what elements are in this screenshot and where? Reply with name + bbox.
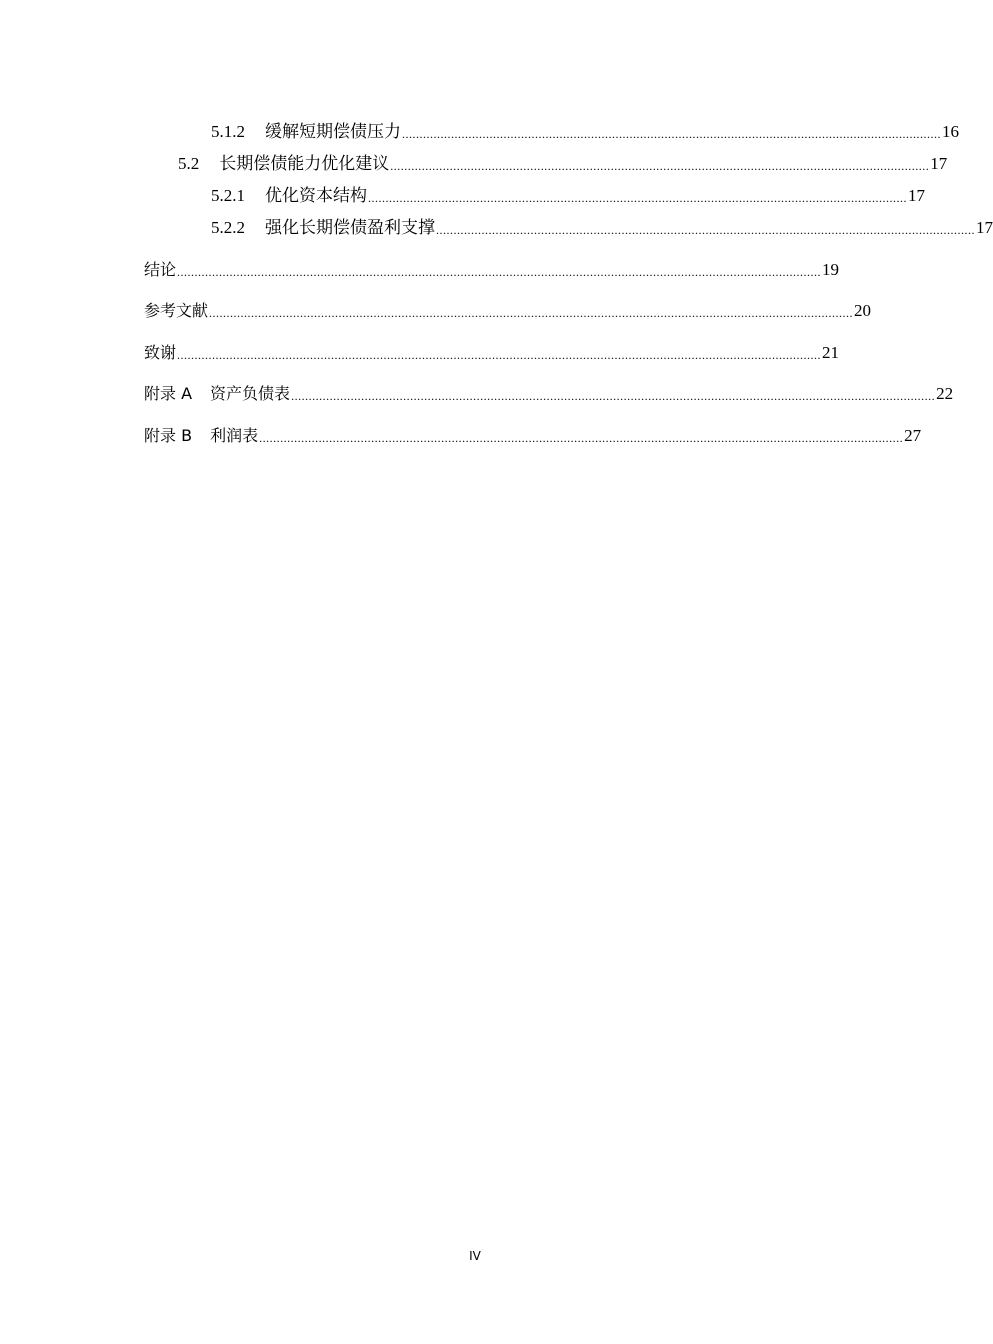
dot-leader: .......................................................................................................................................................... (436, 223, 975, 237)
toc-entry-acknowledgements[interactable] (144, 341, 840, 365)
toc-entry-title: 优化资本结构 (265, 186, 367, 205)
toc-entry-title: 参考文献 (144, 301, 209, 320)
toc-entry-page: 19 (822, 260, 840, 279)
toc-entry-title: 利润表 (210, 426, 259, 445)
toc-entry-title: 资产负债表 (210, 384, 291, 403)
toc-entry-page: 22 (936, 384, 954, 403)
toc-entry-5-2[interactable] (178, 152, 948, 176)
page-number-footer: IV (469, 1249, 481, 1263)
toc-entry-title: 强化长期偿债盈利支撑 (265, 218, 435, 237)
toc-entry-page: 17 (976, 218, 993, 237)
toc-entry-page: 27 (904, 426, 922, 445)
toc-entry-page: 17 (908, 186, 925, 205)
dot-leader: .......................................................................................................................................................... (390, 159, 930, 173)
toc-entry-title: 缓解短期偿债压力 (265, 122, 401, 141)
dot-leader: ........................................................................................................................................................................................ (259, 431, 904, 445)
dot-leader: .......................................................................................................................................................... (402, 127, 941, 141)
toc-entry-number: 5.2 (178, 154, 200, 173)
toc-entry-appendix-b[interactable] (144, 424, 922, 448)
toc-entry-5-2-2[interactable] (211, 216, 993, 240)
toc-entry-number: 附录 B (144, 426, 193, 445)
toc-entry-conclusion[interactable] (144, 258, 840, 282)
toc-entry-number: 5.2.2 (211, 218, 245, 237)
dot-leader: ........................................................................................................................................................................................ (291, 389, 936, 403)
dot-leader: ........................................................................................................................................................................................ (209, 306, 854, 320)
toc-entry-title: 结论 (144, 260, 177, 279)
toc-entry-5-1-2[interactable] (211, 120, 959, 144)
dot-leader: ........................................................................................................................................................................................ (177, 348, 822, 362)
dot-leader: ........................................................................................................................................................................................ (177, 265, 822, 279)
toc-entry-title: 长期偿债能力优化建议 (219, 154, 390, 173)
toc-entry-page: 21 (822, 343, 840, 362)
toc-entry-title: 致谢 (144, 343, 177, 362)
toc-entry-number: 附录 A (144, 384, 193, 403)
toc-entry-page: 20 (854, 301, 872, 320)
toc-entry-number: 5.1.2 (211, 122, 245, 141)
toc-entry-5-2-1[interactable] (211, 184, 925, 208)
toc-entry-appendix-a[interactable] (144, 382, 954, 406)
toc-entry-number: 5.2.1 (211, 186, 245, 205)
toc-entry-page: 17 (930, 154, 948, 173)
toc-entry-references[interactable] (144, 299, 872, 323)
toc-entry-page: 16 (942, 122, 959, 141)
dot-leader: .......................................................................................................................................................... (368, 191, 907, 205)
